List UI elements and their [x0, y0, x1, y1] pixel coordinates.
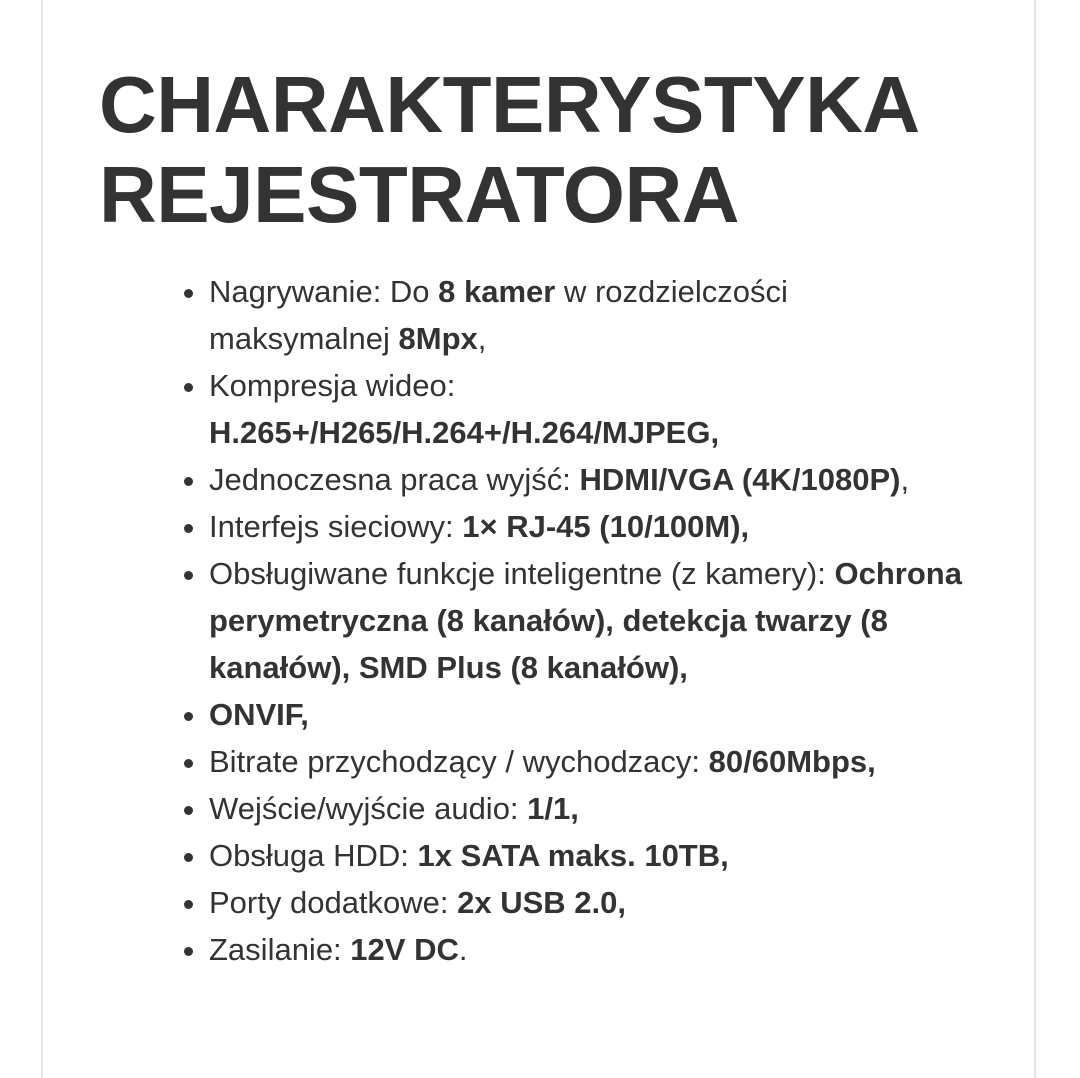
spec-value: ONVIF,	[209, 697, 309, 732]
spec-item-bitrate	[209, 738, 969, 785]
spec-value: HDMI/VGA (4K/1080P)	[579, 462, 901, 497]
spec-label: Obsługa HDD:	[209, 838, 418, 873]
spec-item-recording	[209, 268, 969, 362]
spec-label: Obsługiwane funkcje inteligentne (z kamery):	[209, 556, 835, 591]
spec-value: 1/1,	[527, 791, 579, 826]
spec-suffix: ,	[477, 321, 487, 356]
spec-label: Zasilanie:	[209, 932, 351, 967]
spec-label: Interfejs sieciowy:	[209, 509, 463, 544]
spec-item-power	[209, 926, 969, 973]
spec-item-ports	[209, 879, 969, 926]
spec-label: Porty dodatkowe:	[209, 885, 458, 920]
spec-list	[209, 268, 969, 973]
spec-value: 80/60Mbps,	[708, 744, 876, 779]
section-heading	[99, 60, 920, 240]
spec-value-resolution: 8Mpx	[398, 321, 478, 356]
spec-suffix: .	[458, 932, 468, 967]
spec-value: 1x SATA maks. 10TB,	[417, 838, 729, 873]
spec-label-mid: w rozdzielczości maksymalnej	[209, 274, 788, 356]
spec-label: Nagrywanie: Do	[209, 274, 439, 309]
spec-value: 2x USB 2.0,	[457, 885, 627, 920]
spec-label: Jednoczesna praca wyjść:	[209, 462, 580, 497]
heading-line-2: REJESTRATORA	[99, 150, 740, 239]
heading-line-1: CHARAKTERYSTYKA	[99, 60, 920, 149]
spec-value-cameras: 8 kamer	[438, 274, 556, 309]
spec-value: 12V DC	[350, 932, 459, 967]
spec-item-hdd	[209, 832, 969, 879]
spec-value: 1× RJ-45 (10/100M),	[462, 509, 750, 544]
spec-item-network	[209, 503, 969, 550]
spec-suffix: ,	[900, 462, 910, 497]
spec-item-audio	[209, 785, 969, 832]
spec-value: H.265+/H265/H.264+/H.264/MJPEG,	[209, 415, 720, 450]
spec-label: Bitrate przychodzący / wychodzacy:	[209, 744, 709, 779]
spec-item-onvif	[209, 691, 969, 738]
spec-item-outputs	[209, 456, 969, 503]
spec-value: Ochrona perymetryczna (8 kanałów), detekcja twarzy (8 kanałów), SMD Plus (8 kanałów),	[209, 556, 962, 685]
spec-item-smart-functions	[209, 550, 969, 691]
spec-label: Kompresja wideo:	[209, 368, 456, 403]
spec-label: Wejście/wyjście audio:	[209, 791, 528, 826]
spec-item-compression	[209, 362, 969, 456]
